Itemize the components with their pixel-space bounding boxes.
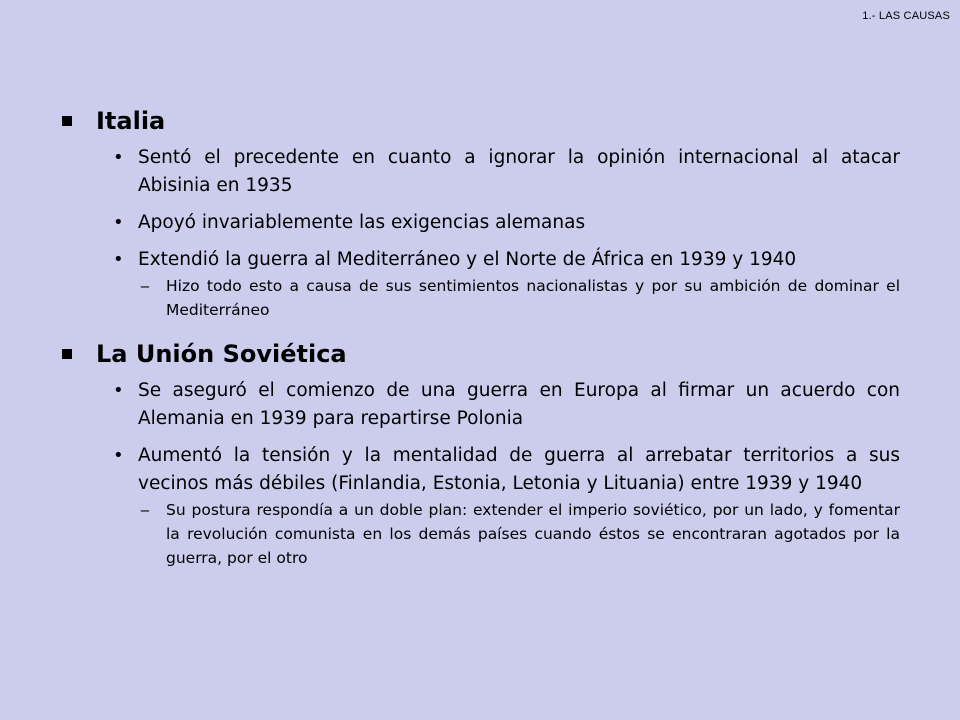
bullet-item	[113, 209, 900, 237]
dash-bullet-icon: ‒	[140, 501, 150, 519]
section-title: Italia	[96, 107, 166, 135]
bullet-text: Extendió la guerra al Mediterráneo y el Norte de África en 1939 y 1940	[138, 249, 797, 270]
sub-bullet-text: Hizo todo esto a causa de sus sentimientos nacionalistas y por su ambición de dominar el Mediterráneo	[166, 277, 900, 319]
bullet-text: Sentó el precedente en cuanto a ignorar la opinión internacional al atacar Abisinia en 1935	[138, 147, 900, 196]
bullet-dot-icon: •	[113, 147, 124, 168]
bullet-item	[113, 144, 900, 200]
section-heading	[60, 337, 900, 371]
bullet-dot-icon: •	[113, 380, 124, 401]
bullet-item	[113, 246, 900, 274]
bullet-item	[113, 442, 900, 498]
bullet-text: Aumentó la tensión y la mentalidad de guerra al arrebatar territorios a sus vecinos más débiles (Finlandia, Estonia, Letonia y Lituania) entre 1939 y 1940	[138, 445, 900, 494]
bullet-dot-icon: •	[113, 212, 124, 233]
square-bullet-icon	[62, 116, 72, 126]
square-bullet-icon	[62, 349, 72, 359]
bullet-text: Se aseguró el comienzo de una guerra en Europa al firmar un acuerdo con Alemania en 1939 para repartirse Polonia	[138, 380, 900, 429]
dash-bullet-icon: ‒	[140, 277, 150, 295]
sub-bullet-item	[140, 274, 900, 322]
section-label: 1.- LAS CAUSAS	[862, 10, 950, 22]
section-title: La Unión Soviética	[96, 340, 347, 368]
section-italia	[60, 104, 900, 322]
section-union-sovietica	[60, 337, 900, 570]
bullet-item	[113, 377, 900, 433]
bullet-dot-icon: •	[113, 445, 124, 466]
section-heading	[60, 104, 900, 138]
sub-bullet-text: Su postura respondía a un doble plan: extender el imperio soviético, por un lado, y fomentar la revolución comunista en los demás países cuando éstos se encontraran agotados por la guerra, por el otro	[166, 501, 900, 567]
bullet-dot-icon: •	[113, 249, 124, 270]
sub-bullet-item	[140, 498, 900, 570]
bullet-text: Apoyó invariablemente las exigencias alemanas	[138, 212, 586, 233]
